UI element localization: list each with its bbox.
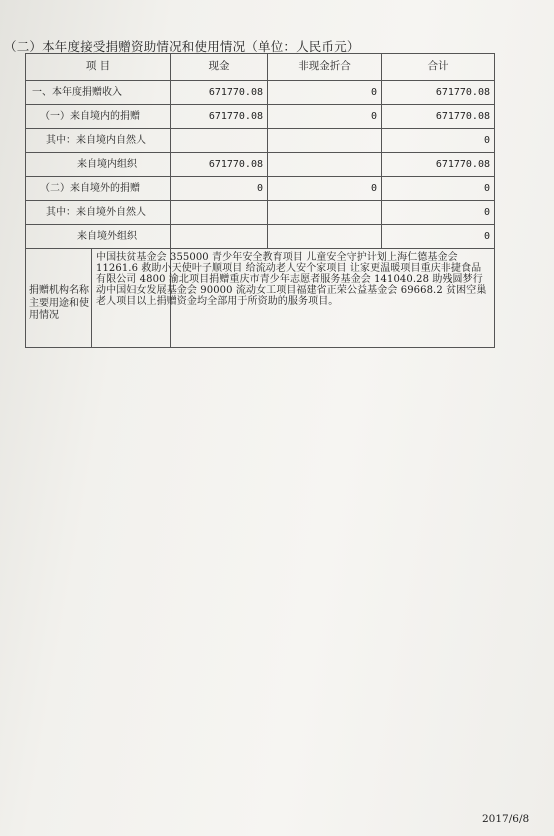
table-header-row	[26, 54, 495, 81]
total-cell: 0	[382, 201, 495, 225]
donation-table	[25, 53, 495, 348]
uses-label: 捐赠机构名称主要用途和使用情况	[26, 249, 92, 347]
row-label: 其中：来自境外自然人	[26, 201, 171, 225]
cash-cell: 0	[171, 177, 268, 201]
table-row	[26, 225, 495, 249]
cash-cell	[171, 201, 268, 225]
total-cell: 671770.08	[382, 153, 495, 177]
total-cell: 671770.08	[382, 105, 495, 129]
header-total: 合计	[382, 54, 495, 81]
row-label: （二）来自境外的捐赠	[26, 177, 171, 201]
total-cell: 671770.08	[382, 81, 495, 105]
header-cash: 现金	[171, 54, 268, 81]
row-label: 来自境内组织	[26, 153, 171, 177]
noncash-cell	[268, 153, 382, 177]
cash-cell: 671770.08	[171, 105, 268, 129]
total-cell: 0	[382, 129, 495, 153]
table-row	[26, 129, 495, 153]
header-item: 项 目	[26, 54, 171, 81]
table-row	[26, 81, 495, 105]
row-label: 一、本年度捐赠收入	[26, 81, 171, 105]
section-heading: （二）本年度接受捐赠资助情况和使用情况（单位：人民币元）	[4, 39, 360, 54]
noncash-cell: 0	[268, 81, 382, 105]
table-row	[26, 201, 495, 225]
noncash-cell: 0	[268, 177, 382, 201]
cash-cell: 671770.08	[171, 153, 268, 177]
table-row	[26, 177, 495, 201]
cash-cell	[171, 225, 268, 249]
row-label: （一）来自境内的捐赠	[26, 105, 171, 129]
noncash-cell	[268, 129, 382, 153]
row-label: 其中：来自境内自然人	[26, 129, 171, 153]
cash-cell: 671770.08	[171, 81, 268, 105]
total-cell: 0	[382, 225, 495, 249]
cash-cell	[171, 129, 268, 153]
table-row	[26, 153, 495, 177]
noncash-cell	[268, 201, 382, 225]
uses-label-cell	[26, 249, 171, 348]
uses-text-overflow	[92, 249, 171, 347]
total-cell: 0	[382, 177, 495, 201]
row-label: 来自境外组织	[26, 225, 171, 249]
uses-description: 中国扶贫基金会 355000 青少年安全教育项目 儿童安全守护计划上海仁德基金会 11261.6 救助小天使叶子顺项目 给流动老人安个家项目 让家更温暖项目重庆非捷食品有限公司 4800 渝北项目捐赠重庆市青少年志愿者服务基金会 141040.28 助残圆梦行动中国妇女发展基金会 90000 流动女工项目福建省正荣公益基金会 69668.2 贫困空巢老人项目以上捐赠资金均全部用于所资助的服务项目。	[96, 252, 487, 307]
table-row	[26, 105, 495, 129]
uses-text	[96, 249, 495, 348]
header-noncash: 非现金折合	[268, 54, 382, 81]
footer-date: 2017/6/8	[482, 813, 530, 825]
noncash-cell	[268, 225, 382, 249]
noncash-cell: 0	[268, 105, 382, 129]
uses-row	[26, 249, 495, 348]
